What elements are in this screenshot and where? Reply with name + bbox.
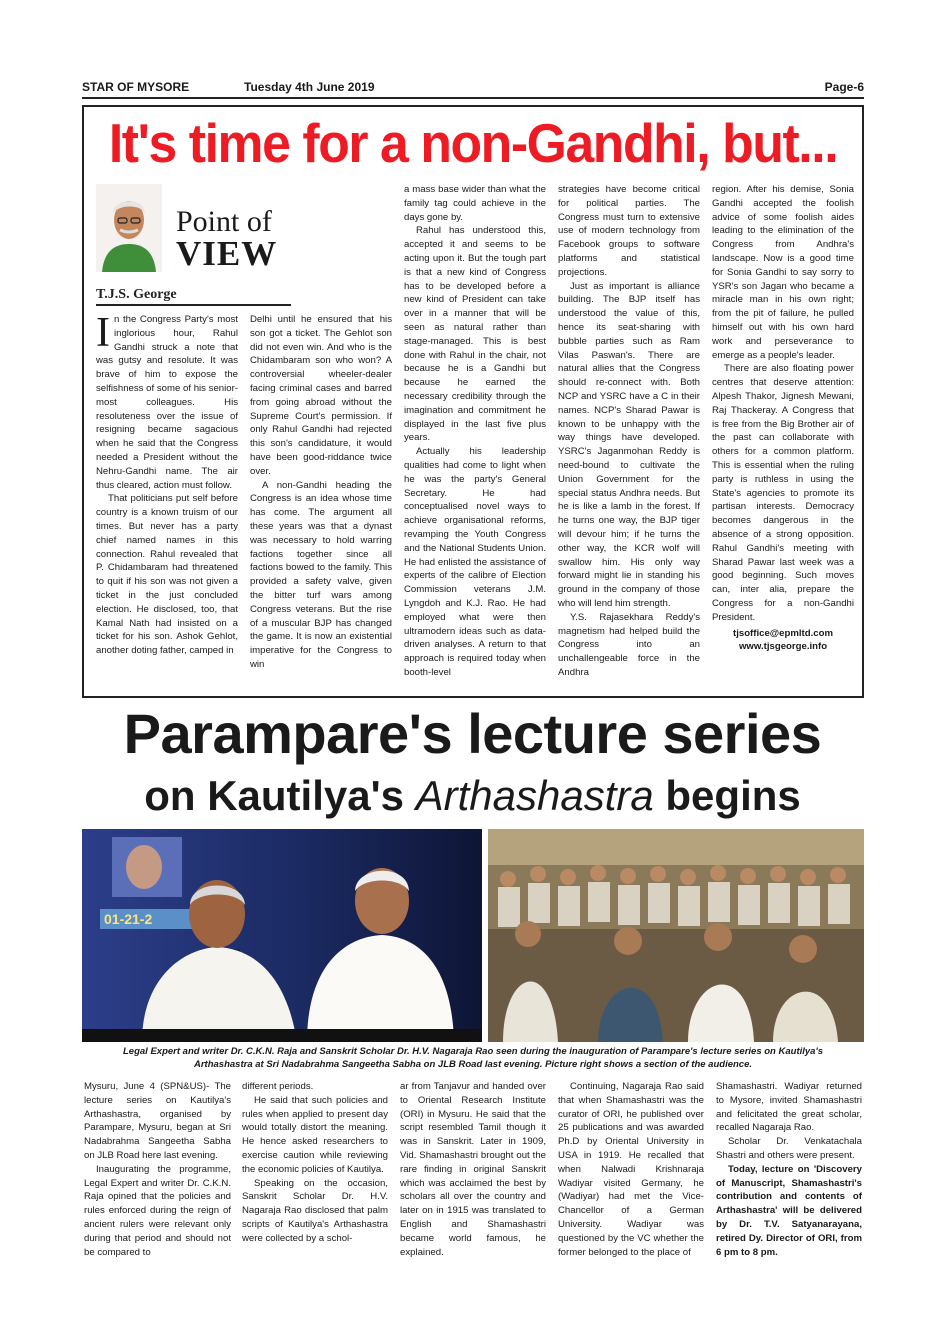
- photo-speakers: [82, 829, 482, 1042]
- banner-text: 01-21-2: [104, 911, 153, 927]
- opinion-column-4: [558, 183, 700, 680]
- opinion-column-2: [250, 313, 392, 672]
- paragraph: n the Congress Party's most inglorious hour, Rahul Gandhi struck a note that was gutsy and resolute. It was brave of him to expose the selfishness of some of his senior-most colleagues. His resoluteness over the issue of resigning became sagacious when he said that the Congress needed a President without the Nehru-Gandhi name. The air thus cleared, action must follow.: [96, 314, 238, 491]
- opinion-column-1: [96, 310, 238, 658]
- paragraph: Scholar Dr. Venkatachala Shastri and others were present.: [716, 1136, 862, 1161]
- contact-email[interactable]: tjsoffice@epmltd.com: [733, 627, 833, 639]
- opinion-column-3: [404, 183, 546, 680]
- masthead: [82, 80, 864, 96]
- lecture-column-4: [558, 1080, 704, 1259]
- opinion-column-5: [712, 183, 854, 654]
- lecture-headline-line2: [0, 770, 945, 822]
- paragraph: There are also floating power centres that deserve attention: Alpesh Thakor, Jignesh Mewani, Raj Thackeray. A Congress that is free from the Big Brother air of the past can collaborate with others for a common platform. This is essential when the ruling party is ruthless in using the State's agencies to promote its partisan interests. Democracy becomes dangerous in the absence of a strong opposition. Rahul Gandhi's meeting with Sharad Pawar last week was a good beginning. Such moves can, inter alia, prepare the Congress for a non-Gandhi President.: [712, 363, 854, 623]
- drop-cap: I: [96, 310, 110, 356]
- caption-line: Legal Expert and writer Dr. C.K.N. Raja and Sanskrit Scholar Dr. H.V. Nagaraja Rao seen during the inauguration of Parampare's lecture series on Kautilya's: [123, 1046, 823, 1057]
- lecture-column-1: [84, 1080, 231, 1259]
- contact-website[interactable]: www.tjsgeorge.info: [738, 641, 828, 653]
- lecture-headline-line1: Parampare's lecture series: [123, 702, 822, 765]
- paragraph: Y.S. Rajasekhara Reddy's magnetism had helped build the Congress into an unchallengeable force in the Andhra: [558, 611, 700, 678]
- paragraph: a mass base wider than what the family tag could achieve in the days gone by.: [404, 184, 546, 223]
- paragraph: Continuing, Nagaraja Rao said that when Shamashastri was the curator of ORI, he published over 25 publications and was awarded Ph.D by Oriental University in USA in 1919. He recalled that when Nalwadi Krishnaraja Wadiyar visited Germany, he (Wadiyar) had met the Vice-Chancellor of a German University. Wadiyar was questioned by the VC whether the former belonged to the place of: [558, 1081, 704, 1258]
- page-number: Page-6: [824, 80, 864, 94]
- paragraph: Shamashastri. Wadiyar returned to Mysore, invited Shamashastri and felicitated the great scholar, recalled Nagaraja Rao.: [716, 1081, 862, 1134]
- column-title-view: VIEW: [176, 234, 278, 273]
- masthead-rule: [82, 97, 864, 99]
- paragraph: That politicians put self before country is a known truism of our times. But never has a party chief named names in this connection. Rahul revealed that P. Chidambaram had threatened to quit if his son was not given a ticket in the just concluded election. He disclosed, too, that Kamal Nath had insisted on a ticket for his son. Ashok Gehlot, another doting father, camped in: [96, 493, 238, 657]
- paragraph: He said that such policies and rules when applied to present day would totally distort the meaning. He hence asked researchers to exercise caution while reviewing the economic policies of Kautilya.: [242, 1094, 388, 1175]
- paragraph: region. After his demise, Sonia Gandhi accepted the foolish advice of some foolish aides leading to the elimination of the Congress from Andhra's landscape. Now is a good time for Sonia Gandhi to say sorry to YSR's son Jagan who became a miracle man in his own right; from the pit of failure, he pulled himself out with his own hard work and perseverance to emerge as a people's leader.: [712, 184, 854, 361]
- photo-audience: [488, 829, 864, 1042]
- headline-text: on Kautilya's: [144, 772, 416, 819]
- paragraph: Actually his leadership qualities had come to light when he was the party's General Secretary. He had conceptualised novel ways to achieve organisational reforms, revamping the Youth Congress and the National Students Union. He had enlisted the assistance of experts of the calibre of Election Commission veterans J.M. Lyngdoh and K.J. Rao. He had employed what were then ultramodern ideas such as data-driven analyses. A return to that approach is required today when booth-level: [404, 446, 546, 678]
- issue-date: Tuesday 4th June 2019: [244, 80, 375, 94]
- column-title-point: Point of: [176, 205, 272, 238]
- lecture-column-3: [400, 1080, 546, 1259]
- paragraph: Inaugurating the programme, Legal Expert and writer Dr. C.K.N. Raja opined that the policies and rules enforced during the reign of ancient rulers were relevant only during that period and should not be compared to: [84, 1163, 231, 1258]
- lecture-column-2: [242, 1080, 388, 1246]
- byline: T.J.S. George: [96, 287, 177, 302]
- paragraph: strategies have become critical for political parties. The Congress must turn to extensive use of modern technology from Facebook groups to software platforms and statistical projections.: [558, 184, 700, 278]
- paragraph: ar from Tanjavur and handed over to Oriental Research Institute (ORI) in Mysuru. He said that the script resembled Tamil though it was in Sanskrit. Later in 1909, Vid. Shamashastri brought out the rare finding in original Sanskrit which was acclaimed the best by scholars all over the country and later on in 1915 was translated to English and Shamashastri became world famous, he explained.: [400, 1081, 546, 1258]
- paragraph: Just as important is alliance building. The BJP itself has understood the value of this, hence its seat-sharing with bubble parties such as Ram Vilas Paswan's. There are natural allies that the Congress should re-connect with. Both NCP and YSRC have a C in their names. NCP's Sharad Pawar is known to be unhappy with the way things have developed. YSRC's Jaganmohan Reddy is need-bound to cultivate the Union Government for the special status Andhra needs. But he is like a lamb in the forest. If he turns one way, the BJP tiger will devour him; if he turns the other way, the KCR wolf will swallow him. His only way forward might lie in standing his ground in the company of those who will lend him strength.: [558, 280, 700, 609]
- paragraph: Mysuru, June 4 (SPN&US)- The lecture series on Kautilya's Arthashastra, organised by Parampare, Mysuru, began at Sri Nadabrahma Sangeetha Sabha on JLB Road here last evening.: [84, 1081, 231, 1161]
- paragraph: Delhi until he ensured that his son got a ticket. The Gehlot son did not even win. And who is the Chidambaram son who won? A controversial wheeler-dealer facing criminal cases and barred from going abroad without the Supreme Court's permission. If only Rahul Gandhi had rejected this son's candidature, it would have been good-riddance twice over.: [250, 314, 392, 477]
- byline-rule: [96, 304, 291, 306]
- lecture-column-5: [716, 1080, 862, 1259]
- paragraph: different periods.: [242, 1081, 314, 1092]
- caption-line: Arthashastra at Sri Nadabrahma Sangeetha Sabha on JLB Road last evening. Picture right shows a section of the audience.: [194, 1059, 752, 1070]
- columnist-portrait-image: [96, 184, 162, 272]
- headline-text: begins: [653, 772, 801, 819]
- opinion-article-box: [82, 105, 864, 698]
- headline-italic-text: Arthashastra: [415, 772, 654, 819]
- opinion-headline: It's time for a non-Gandhi, but...: [108, 112, 838, 174]
- photo-caption: [82, 1045, 864, 1071]
- publication-name: STAR OF MYSORE: [82, 80, 190, 94]
- paragraph: Rahul has understood this, accepted it and seems to be acting upon it. But the tough part is that a new kind of Congress has to be developed before a new kind of President can take over in a manner that will be seen as natural rather than stage-managed. This is best done with Rahul in the chair, not because he is a Gandhi but because he earned the necessary credibility through the imagination and commitment he displayed in the last five plus years.: [404, 225, 546, 444]
- paragraph: A non-Gandhi heading the Congress is an idea whose time has come. The argument all these years was that a dynast was necessary to hold warring factions together since all factions bowed to the family. This provided a safety valve, given the bitter turf wars among Congress veterans. But the rise of a muscular BJP has changed the game. It is now an existential imperative for the Congress to win: [250, 479, 392, 670]
- announcement-paragraph: Today, lecture on 'Discovery of Manuscript, Shamashastri's contribution and contents of Arthashastra' will be delivered by Dr. T.V. Satyanarayana, retired Dy. Director of ORI, from 6 pm to 8 pm.: [716, 1163, 862, 1258]
- paragraph: Speaking on the occasion, Sanskrit Scholar Dr. H.V. Nagaraja Rao disclosed that palm scripts of Kautilya's Arthashastra were collected by a schol-: [242, 1177, 388, 1244]
